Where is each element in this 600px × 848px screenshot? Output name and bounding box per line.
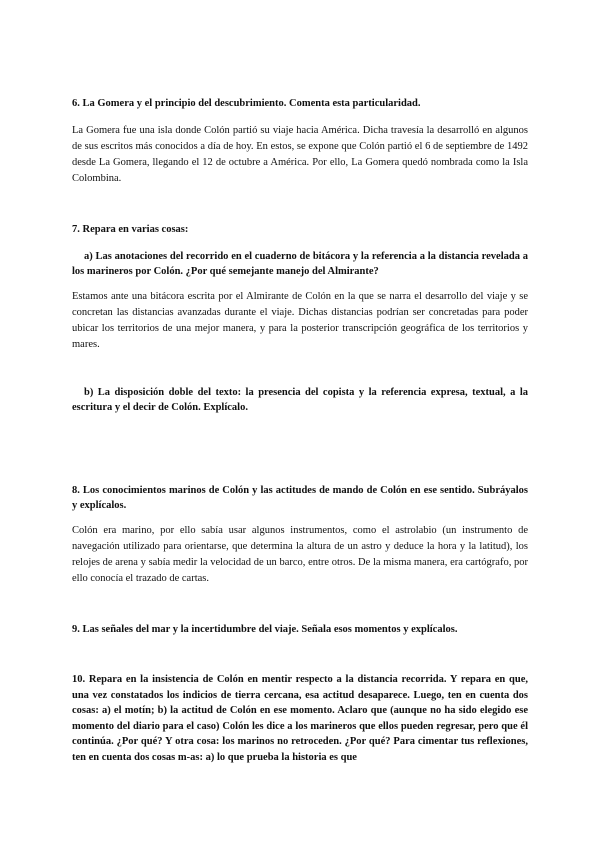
section-7b-question: b) La disposición doble del texto: la presencia del copista y la referencia expresa, textual, a la escritura y el decir de Colón. Explícalo. (72, 387, 528, 413)
section-10-heading: 10. Repara en la insistencia de Colón en mentir respecto a la distancia recorrida. Y repara en que, una vez constatados los indicios de tierra cercana, esa actitud desaparece. Luego, ten en cuenta dos cosas: a) el motín; b) la actitud de Colón en ese momento. Aclaro que (aunque no ha sido elegido ese momento del diario para el caso) Colón les dice a los marineros que ellos pueden regresar, pero que él continúa. ¿Por qué? Y otra cosa: los marinos no retroceden. ¿Por qué? Para cimentar tus reflexiones, ten en cuenta dos cosas m-as: a) lo que prueba la historia es que (72, 674, 528, 763)
section-7a-question: a) Las anotaciones del recorrido en el cuaderno de bitácora y la referencia a la distancia revelada a los marineros por Colón. ¿Por qué semejante manejo del Almirante? (72, 251, 528, 277)
section-7-heading: 7. Repara en varias cosas: (72, 224, 189, 235)
section-10 (72, 672, 528, 765)
section-9-heading: 9. Las señales del mar y la incertidumbre del viaje. Señala esos momentos y explícalos. (72, 624, 458, 635)
section-7 (72, 222, 528, 415)
section-6 (72, 96, 528, 187)
section-7a-body: Estamos ante una bitácora escrita por el Almirante de Colón en la que se narra el desarrollo del viaje y se concretan las distancias avanzadas durante el viaje. Dichas distancias podrían ser concretadas para poder ubicar los territorios de una mejor manera, y para la posterior transcripción geográfica de los territorios y mares. (72, 291, 528, 350)
section-8 (72, 483, 528, 587)
section-8-heading: 8. Los conocimientos marinos de Colón y las actitudes de mando de Colón en ese sentido. Subráyalos y explícalos. (72, 485, 528, 511)
section-9 (72, 622, 528, 637)
section-6-heading: 6. La Gomera y el principio del descubrimiento. Comenta esta particularidad. (72, 98, 421, 109)
section-6-body: La Gomera fue una isla donde Colón partió su viaje hacia América. Dicha travesía la desarrolló en algunos de sus escritos más conocidos a día de hoy. En estos, se expone que Colón partió el 6 de septiembre de 1492 desde La Gomera, llegando el 12 de octubre a América. Por ello, La Gomera quedó nombrada como la Isla Colombina. (72, 125, 528, 184)
section-8-body: Colón era marino, por ello sabía usar algunos instrumentos, como el astrolabio (un instrumento de navegación utilizado para orientarse, que determina la altura de un astro y deduce la hora y la latitud), los relojes de arena y sabía medir la velocidad de un barco, entre otros. De la misma manera, era cartógrafo, por ello conocía el trazado de cartas. (72, 525, 528, 584)
